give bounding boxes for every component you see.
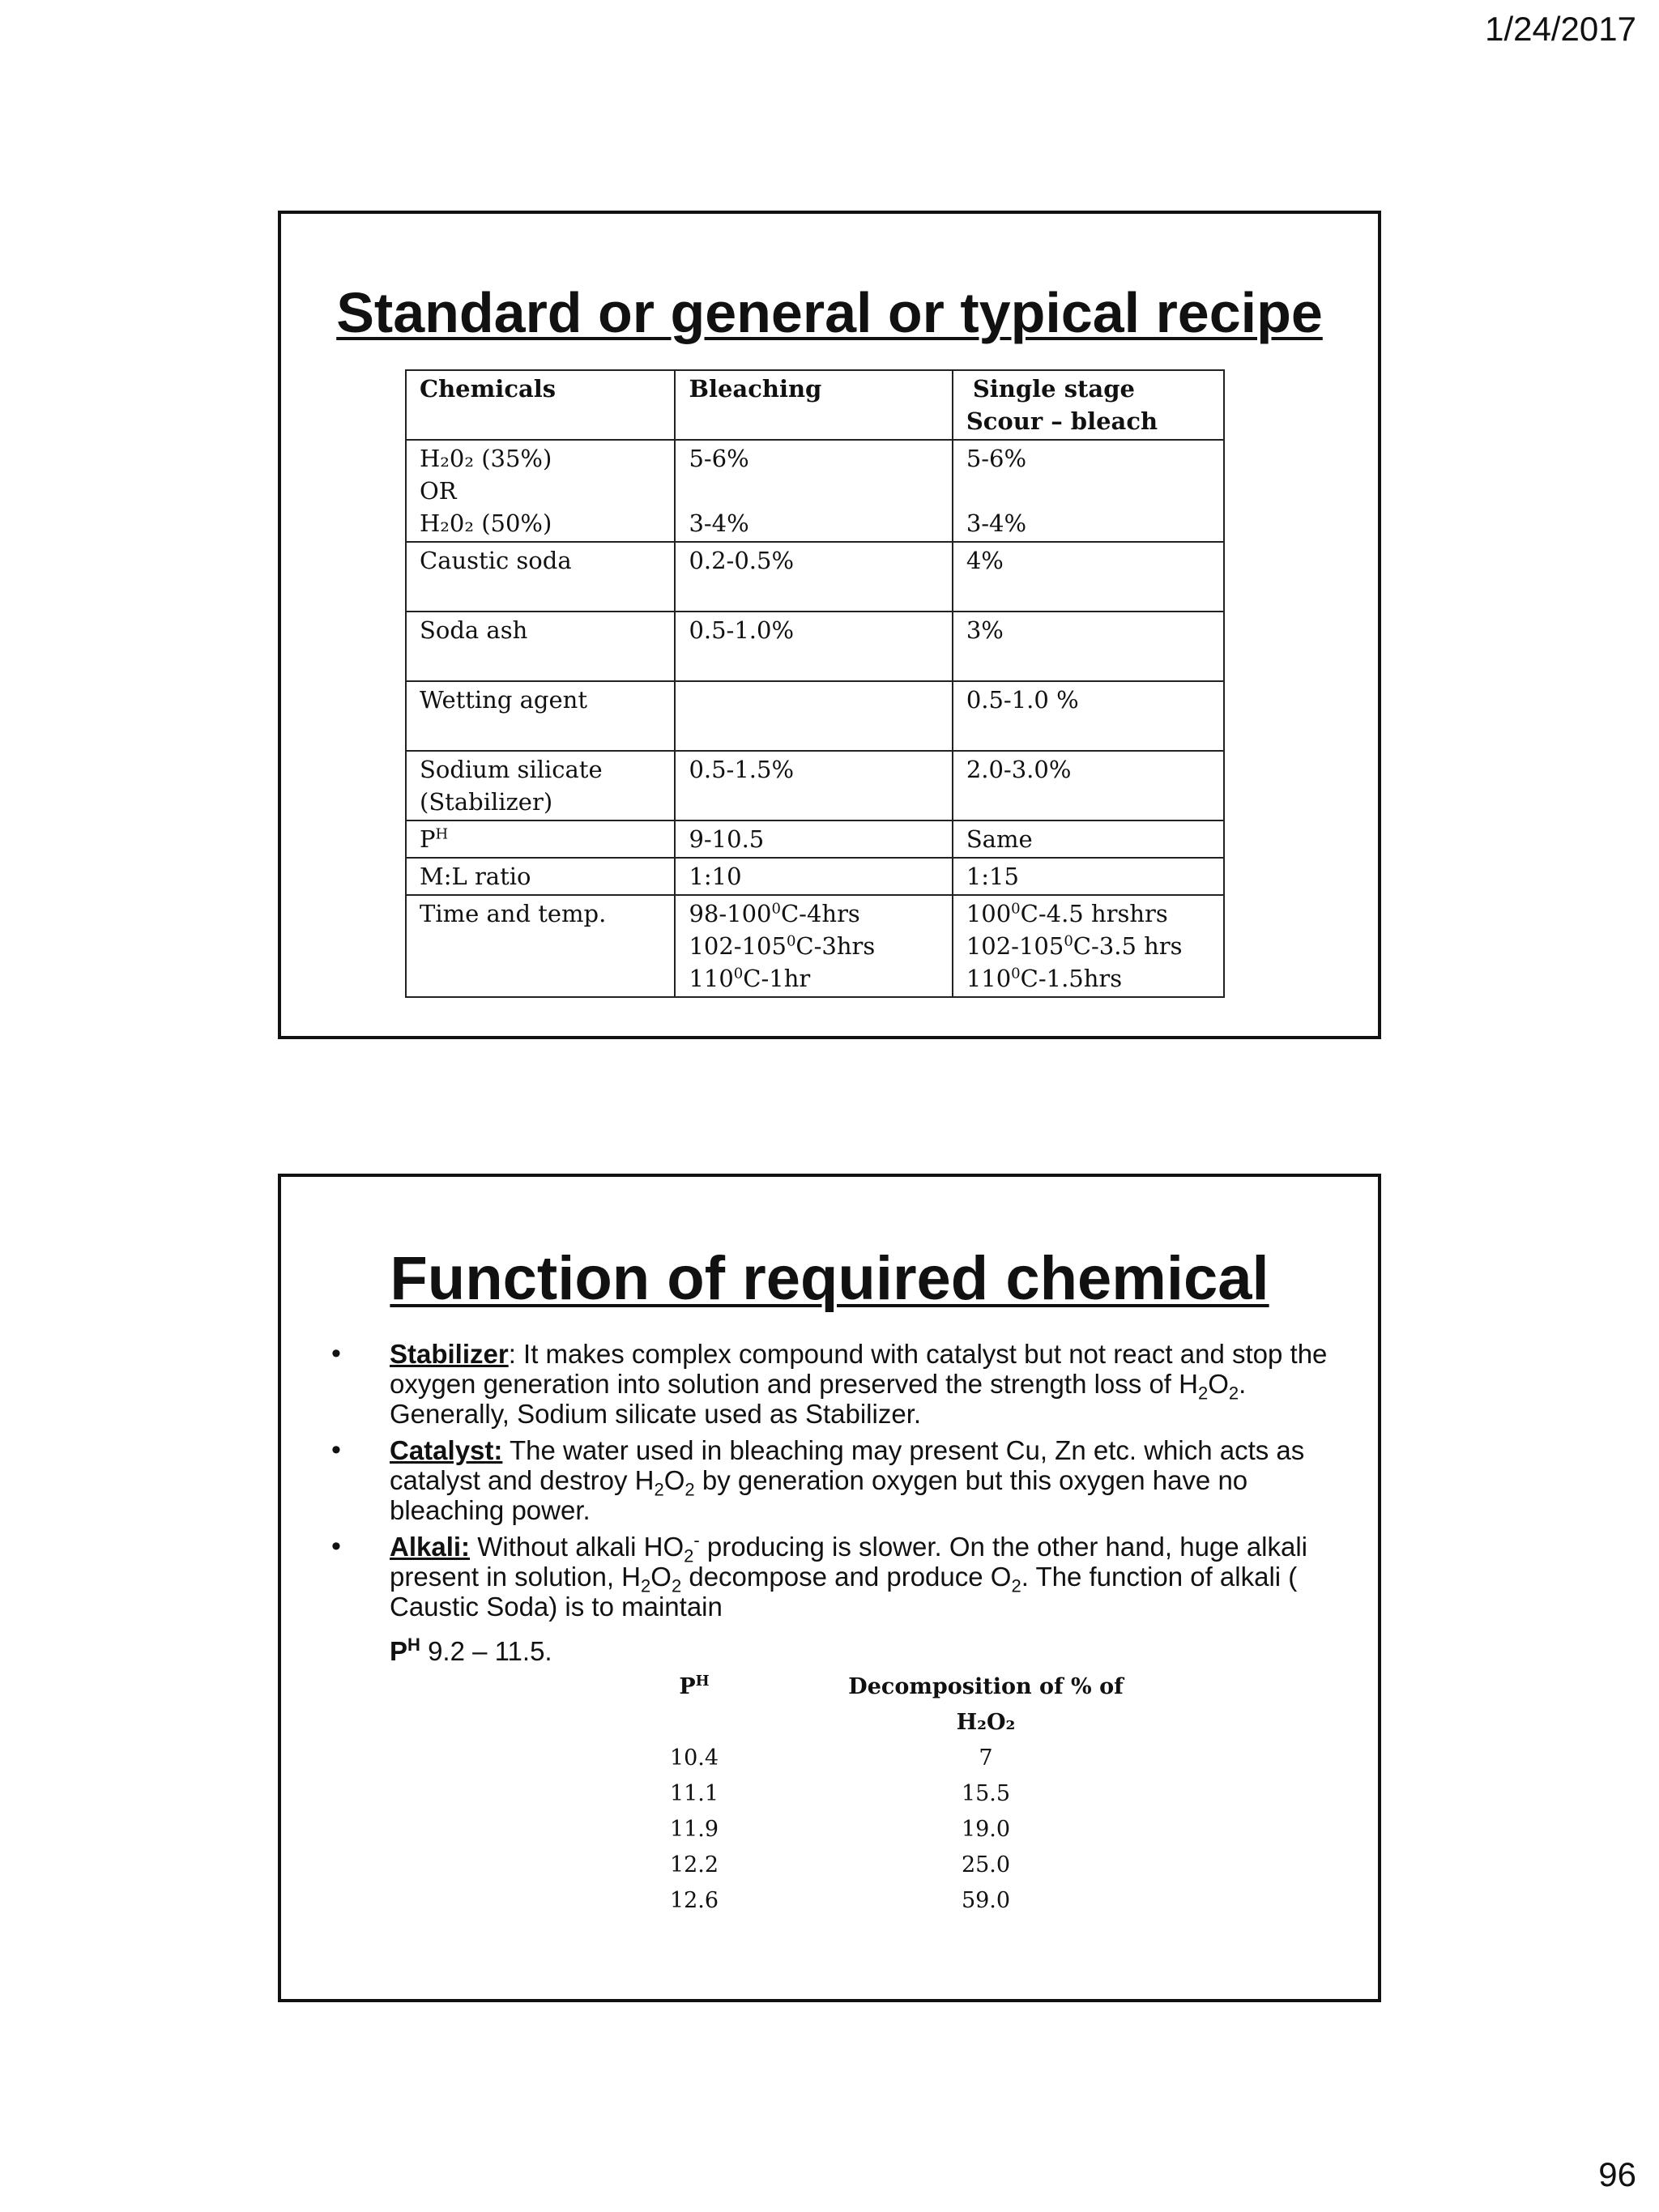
header-decomposition <box>775 1669 1196 1741</box>
cell-bleaching: 0.5-1.0% <box>675 612 952 681</box>
cell-single-stage: 1:15 <box>953 858 1224 895</box>
cell-chemical <box>406 820 675 858</box>
header-bleaching: Bleaching <box>675 370 952 440</box>
header-chemicals: Chemicals <box>406 370 675 440</box>
table-row <box>406 612 1224 681</box>
cell-bleaching <box>675 681 952 751</box>
cell-line: H₂0₂ (35%) <box>420 445 552 472</box>
cell-line: H₂0₂ (50%) <box>420 509 552 537</box>
cell-chemical <box>406 612 675 681</box>
header-ph: $P^H$ <box>679 1673 710 1699</box>
table-row <box>613 1812 1196 1848</box>
cell-chemical <box>406 681 675 751</box>
bullet-list <box>331 1339 1336 1628</box>
cell-line: 3-4% <box>689 509 749 537</box>
cell-line: Caustic soda <box>420 547 572 574</box>
cell-line: $102-105^0C-3.5$ hrs <box>966 932 1183 960</box>
cell-line: (Stabilizer) <box>420 788 553 816</box>
ph-label-base: P <box>420 825 436 853</box>
table-row <box>406 895 1224 997</box>
cell-ph: 11.9 <box>669 1817 719 1842</box>
table-row <box>613 1883 1196 1919</box>
table-row <box>406 440 1224 542</box>
cell-bleaching <box>675 895 952 997</box>
cell-line: $98-100^0C-4hrs$ <box>689 900 860 927</box>
table-row <box>406 820 1224 858</box>
header-line: H₂O₂ <box>956 1710 1016 1735</box>
cell-decomp: 25.0 <box>961 1852 1011 1877</box>
term-stabilizer: Stabilizer <box>390 1339 509 1369</box>
table-row <box>406 751 1224 820</box>
cell-single-stage: 4% <box>953 542 1224 612</box>
term-catalyst: Catalyst: <box>390 1435 503 1465</box>
cell-line: Soda ash <box>420 616 528 644</box>
cell-single-stage <box>953 440 1224 542</box>
slide-recipe <box>278 211 1381 1039</box>
cell-decomp: 15.5 <box>961 1781 1011 1806</box>
cell-single-stage <box>953 895 1224 997</box>
cell-line: 3-4% <box>966 509 1027 537</box>
cell-line: $110^0C-1.5hrs$ <box>966 965 1123 992</box>
table-row <box>406 858 1224 895</box>
ph-decomposition-table <box>613 1669 1196 1919</box>
header-single-stage-line2: Scour – bleach <box>966 407 1158 435</box>
page-date: 1/24/2017 <box>1485 10 1636 48</box>
cell-line: Wetting agent <box>420 686 587 714</box>
table-row <box>613 1741 1196 1776</box>
cell-line: $110^0C-1hr$ <box>689 965 811 992</box>
page-number: 96 <box>1598 2155 1636 2193</box>
header-line: Decomposition of % of <box>848 1674 1124 1699</box>
table-row <box>406 681 1224 751</box>
cell-line: 5-6% <box>689 445 749 472</box>
cell-ph: 11.1 <box>669 1781 719 1806</box>
header-single-stage <box>953 370 1224 440</box>
table-header-row <box>613 1669 1196 1741</box>
bullet-alkali: • Alkali: Without alkali $HO_2^-$ producing is slower. On the other hand, huge alkali present in solution, $H_2O_2$ decompose and produce $O_2$. The function of alkali ( Caustic Soda) is to maintain <box>331 1532 1336 1622</box>
ph-range-line: $P^H$ 9.2 – 11.5. <box>390 1634 552 1666</box>
slide-title: Function of required chemical <box>390 1244 1269 1313</box>
header-single-stage-line1: Single stage <box>972 375 1135 403</box>
cell-single-stage: 0.5-1.0 % <box>953 681 1224 751</box>
cell-line: $100^0C-4.5$ hrshrs <box>966 900 1168 927</box>
cell-ph: 12.2 <box>669 1852 719 1877</box>
slide-title: Standard or general or typical recipe <box>336 281 1323 344</box>
recipe-table <box>405 369 1225 998</box>
cell-chemical <box>406 542 675 612</box>
cell-ph: 12.6 <box>669 1888 719 1913</box>
term-alkali: Alkali: <box>390 1532 471 1562</box>
ph-label-sup: H <box>435 825 449 843</box>
table-row <box>613 1776 1196 1812</box>
cell-chemical <box>406 440 675 542</box>
cell-single-stage: 2.0-3.0% <box>953 751 1224 820</box>
cell-bleaching: 1:10 <box>675 858 952 895</box>
cell-line: $102-105^0C-3hrs$ <box>689 932 876 960</box>
table-row <box>613 1848 1196 1883</box>
cell-single-stage: Same <box>953 820 1224 858</box>
cell-ph: 10.4 <box>669 1745 719 1771</box>
cell-chemical: M:L ratio <box>406 858 675 895</box>
cell-bleaching <box>675 440 952 542</box>
cell-line: Sodium silicate <box>420 756 603 783</box>
cell-decomp: 7 <box>979 1745 993 1771</box>
cell-single-stage: 3% <box>953 612 1224 681</box>
slide-function <box>278 1174 1381 2002</box>
cell-line: OR <box>420 477 457 505</box>
bullet-catalyst: • Catalyst: The water used in bleaching may present Cu, Zn etc. which acts as catalyst and destroy $H_2O_2$ by generation oxygen but this oxygen have no bleaching power. <box>331 1435 1336 1525</box>
cell-decomp: 19.0 <box>961 1817 1011 1842</box>
cell-chemical: Time and temp. <box>406 895 675 997</box>
cell-line: 5-6% <box>966 445 1027 472</box>
cell-bleaching: 0.2-0.5% <box>675 542 952 612</box>
table-header-row <box>406 370 1224 440</box>
cell-bleaching: 9-10.5 <box>675 820 952 858</box>
bullet-stabilizer: • Stabilizer: It makes complex compound with catalyst but not react and stop the oxygen generation into solution and preserved the strength loss of $H_2O_2$. Generally, Sodium silicate used as Stabilizer. <box>331 1339 1336 1429</box>
cell-decomp: 59.0 <box>961 1888 1011 1913</box>
table-row <box>406 542 1224 612</box>
cell-bleaching: 0.5-1.5% <box>675 751 952 820</box>
cell-chemical <box>406 751 675 820</box>
